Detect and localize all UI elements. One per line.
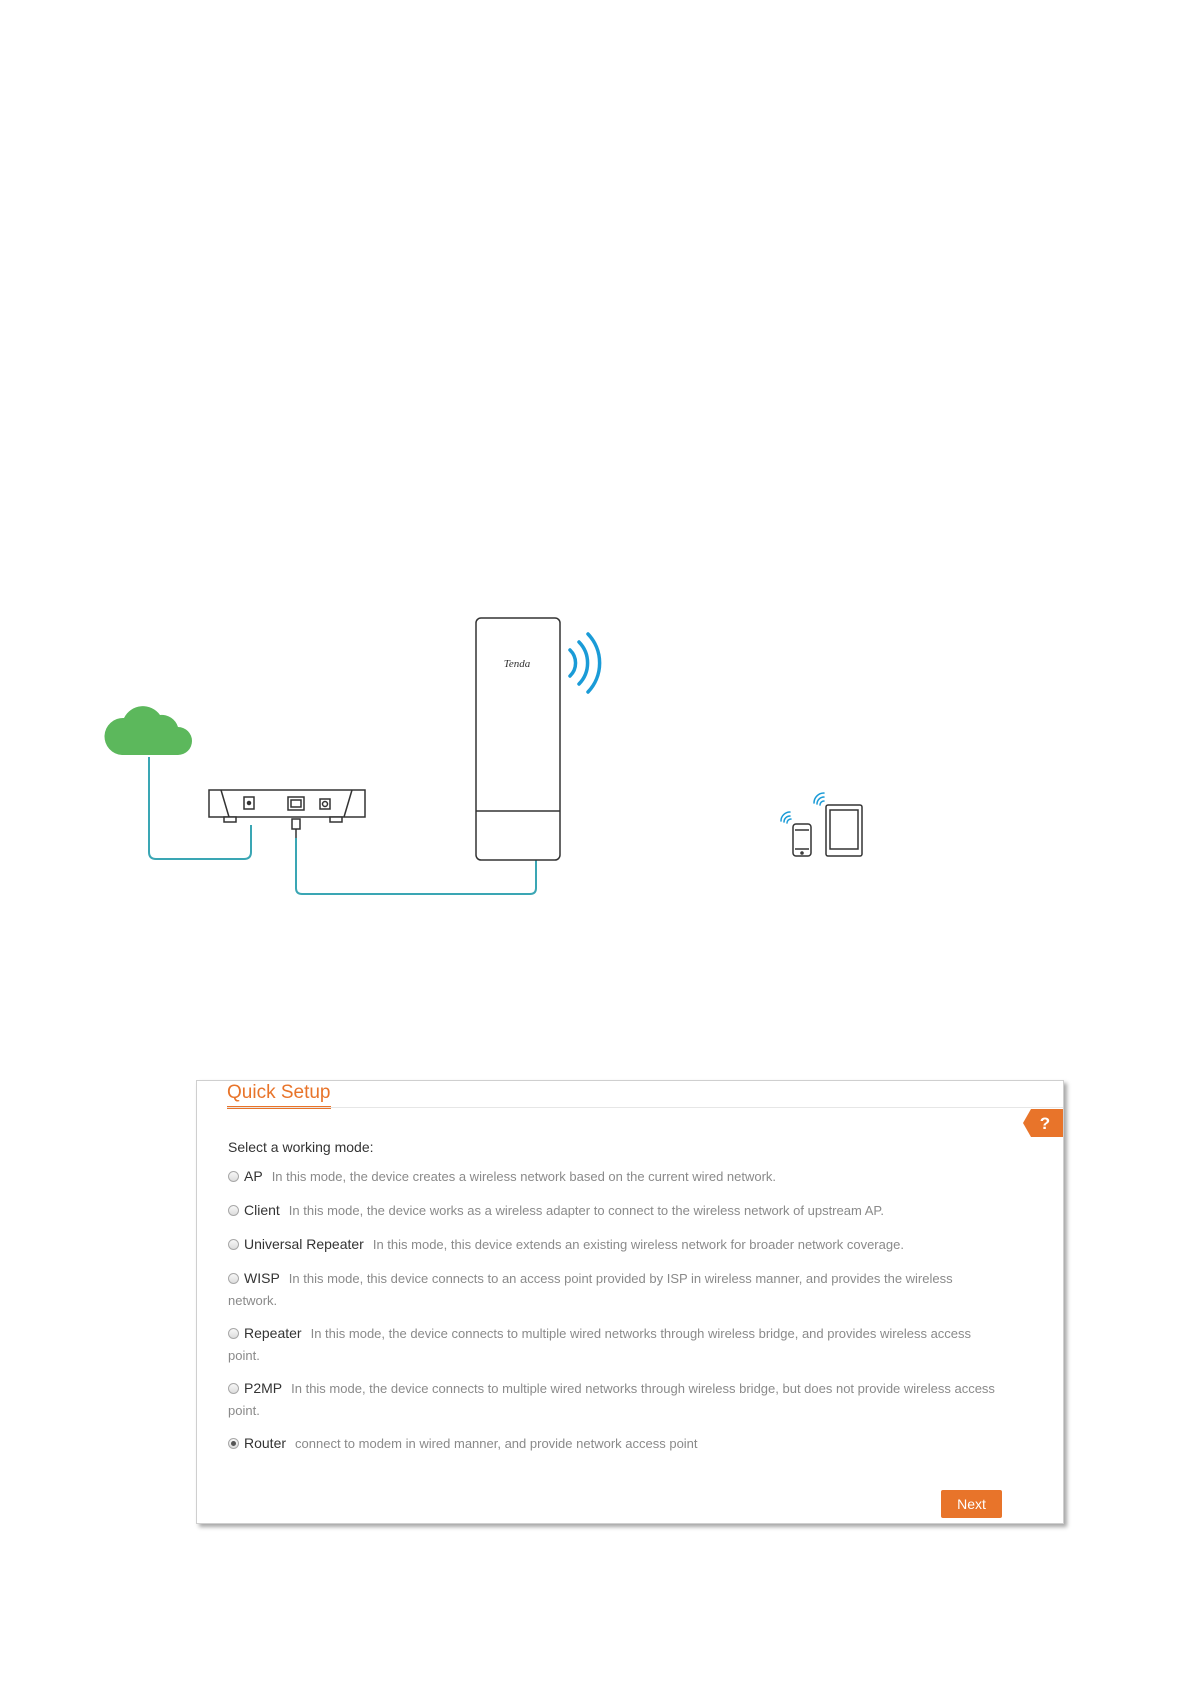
tablet-icon — [826, 805, 862, 856]
mode-name: Universal Repeater — [244, 1236, 364, 1252]
mode-option-ap[interactable] — [228, 1165, 998, 1188]
tablet-wifi-icon — [814, 793, 824, 805]
mode-description: In this mode, the device connects to multiple wired networks through wireless bridge, and provides wireless access point. — [228, 1326, 972, 1363]
mode-description: In this mode, the device works as a wireless adapter to connect to the wireless network of upstream AP. — [288, 1203, 884, 1218]
mode-option-repeater[interactable] — [228, 1322, 998, 1367]
mode-name: Client — [244, 1202, 280, 1218]
mode-radio-repeater[interactable] — [228, 1328, 239, 1339]
mode-radio-p2mp[interactable] — [228, 1383, 239, 1394]
mode-option-client[interactable] — [228, 1199, 998, 1222]
mode-description: In this mode, this device extends an existing wireless network for broader network coverage. — [372, 1237, 904, 1252]
mode-description: In this mode, the device creates a wireless network based on the current wired network. — [271, 1169, 777, 1184]
device-brand-logo: Tenda — [503, 658, 531, 670]
help-icon[interactable] — [1023, 1109, 1063, 1137]
mode-radio-client[interactable] — [228, 1205, 239, 1216]
panel-title: Quick Setup — [227, 1082, 331, 1109]
quick-setup-panel — [196, 1080, 1064, 1524]
phone-wifi-icon — [781, 812, 791, 823]
mode-option-router[interactable] — [228, 1432, 998, 1455]
mode-radio-ap[interactable] — [228, 1171, 239, 1182]
outdoor-cpe-icon — [476, 618, 560, 860]
internet-cloud-icon — [105, 706, 192, 755]
smartphone-icon — [793, 824, 811, 856]
mode-option-universal-repeater[interactable] — [228, 1233, 998, 1256]
mode-radio-router[interactable] — [228, 1438, 239, 1449]
title-divider — [227, 1107, 1063, 1108]
mode-radio-universal-repeater[interactable] — [228, 1239, 239, 1250]
wifi-signal-icon — [570, 634, 600, 692]
mode-option-wisp[interactable] — [228, 1267, 998, 1312]
modem-icon — [209, 790, 365, 838]
mode-name: Router — [244, 1435, 287, 1451]
mode-name: AP — [244, 1168, 263, 1184]
mode-option-p2mp[interactable] — [228, 1377, 998, 1422]
mode-name: Repeater — [244, 1325, 302, 1341]
mode-name: WISP — [244, 1270, 280, 1286]
mode-description: connect to modem in wired manner, and provide network access point — [295, 1436, 698, 1451]
next-button[interactable]: Next — [941, 1490, 1002, 1518]
mode-name: P2MP — [244, 1380, 283, 1396]
mode-description: In this mode, this device connects to an access point provided by ISP in wireless manner, and provides the wireless network. — [228, 1271, 953, 1308]
mode-description: In this mode, the device connects to multiple wired networks through wireless bridge, but does not provide wireless access point. — [228, 1381, 995, 1418]
svg-text:?: ? — [1039, 1114, 1051, 1133]
mode-radio-wisp[interactable] — [228, 1273, 239, 1284]
working-mode-prompt: Select a working mode: — [228, 1139, 374, 1155]
